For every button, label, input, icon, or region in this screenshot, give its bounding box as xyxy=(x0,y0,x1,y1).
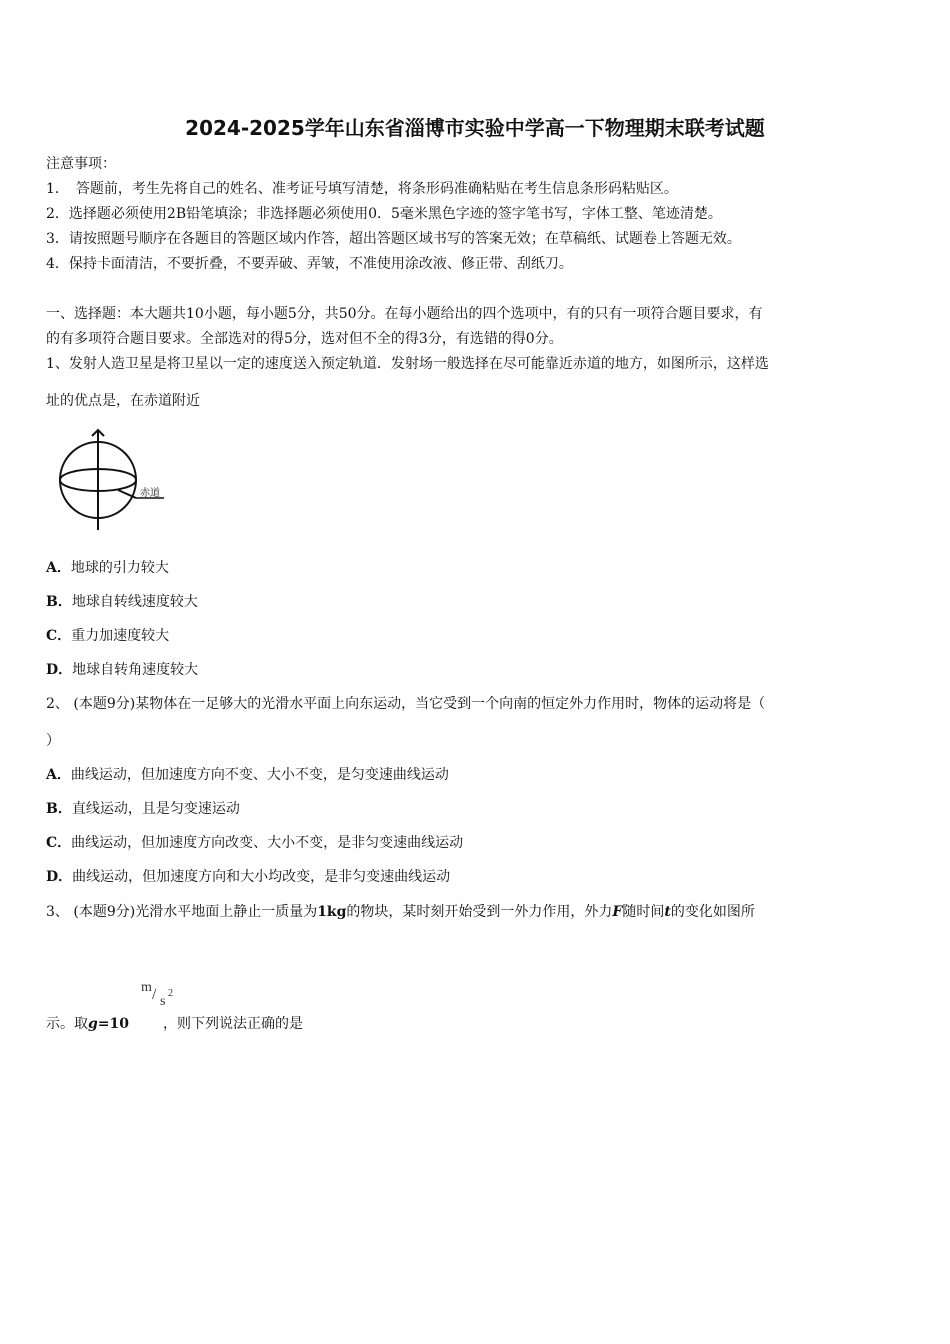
option-text: 曲线运动，但加速度方向和大小均改变，是非匀变速曲线运动 xyxy=(72,869,451,885)
q2-stem-line-1: 2、 (本题9分)某物体在一足够大的光滑水平面上向东运动，当它受到一个向南的恒定外力作用时，物体的运动将是（ xyxy=(46,696,766,712)
q1-stem-line-1: 1、发射人造卫星是将卫星以一定的速度送入预定轨道．发射场一般选择在尽可能靠近赤道的地方，如图所示，这样选 xyxy=(46,356,769,372)
q2-option-c xyxy=(46,832,463,852)
notice-item-4: 4．保持卡面清洁，不要折叠，不要弄破、弄皱，不准使用涂改液、修正带、刮纸刀。 xyxy=(46,256,573,272)
q2-option-d xyxy=(46,866,450,886)
q3-g-symbol: g xyxy=(88,1016,98,1032)
globe-equator-figure xyxy=(52,428,182,532)
unit-s: s xyxy=(160,994,166,1009)
unit-exponent: 2 xyxy=(168,988,173,999)
option-letter: D． xyxy=(46,662,73,678)
equator-label: 赤道 xyxy=(140,488,160,499)
notice-item-1: 1． 答题前，考生先将自己的姓名、准考证号填写清楚，将条形码准确粘贴在考生信息条形码粘贴区。 xyxy=(46,181,678,197)
option-letter: B． xyxy=(46,801,72,817)
q2-option-b xyxy=(46,798,240,818)
q3-time-symbol: t xyxy=(664,904,671,920)
option-letter: C． xyxy=(46,628,72,644)
q1-option-a xyxy=(46,557,169,577)
q3-stem-line-1 xyxy=(46,901,755,921)
q3-text-a: 3、 (本题9分)光滑水平地面上静止一质量为 xyxy=(46,904,318,920)
option-letter: A． xyxy=(46,560,71,576)
q2-stem-line-2: ） xyxy=(46,733,60,749)
notice-item-2: 2．选择题必须使用2B铅笔填涂；非选择题必须使用0．5毫米黑色字迹的签字笔书写，字体工整、笔迹清楚。 xyxy=(46,206,722,222)
option-text: 地球自转角速度较大 xyxy=(72,662,199,678)
q1-option-b xyxy=(46,591,198,611)
option-text: 曲线运动，但加速度方向改变、大小不变，是非匀变速曲线运动 xyxy=(71,835,464,851)
q1-stem-line-2: 址的优点是，在赤道附近 xyxy=(46,393,200,409)
option-text: 重力加速度较大 xyxy=(71,628,170,644)
q3-text-c: 的物块，某时刻开始受到一外力作用，外力 xyxy=(346,904,613,920)
notice-heading: 注意事项： xyxy=(46,156,116,172)
option-letter: A． xyxy=(46,767,71,783)
option-letter: D． xyxy=(46,869,73,885)
exam-title: 2024-2025学年山东省淄博市实验中学高一下物理期末联考试题 xyxy=(185,116,765,140)
q3-g-value: =10 xyxy=(97,1016,130,1032)
q3-text-d: 随时间 xyxy=(622,904,665,920)
unit-slash: / xyxy=(152,986,157,1003)
option-text: 直线运动，且是匀变速运动 xyxy=(71,801,240,817)
option-text: 地球的引力较大 xyxy=(70,560,169,576)
notice-item-3: 3．请按照题号顺序在各题目的答题区域内作答，超出答题区域书写的答案无效；在草稿纸、试题卷上答题无效。 xyxy=(46,231,741,247)
q1-option-d xyxy=(46,659,198,679)
q3-mass: 1kg xyxy=(317,904,347,920)
unit-m: m xyxy=(141,980,152,995)
section-intro-line-1: 一、选择题：本大题共10小题，每小题5分，共50分。在每小题给出的四个选项中，有的只有一项符合题目要求，有 xyxy=(46,306,763,322)
q3-force-symbol: F xyxy=(612,904,623,920)
option-text: 曲线运动，但加速度方向不变、大小不变，是匀变速曲线运动 xyxy=(70,767,449,783)
q3-text-question: ，则下列说法正确的是 xyxy=(163,1016,304,1032)
q3-text-take: 示。取 xyxy=(46,1016,88,1032)
option-letter: B． xyxy=(46,594,72,610)
section-intro-line-2: 的有多项符合题目要求。全部选对的得5分，选对但不全的得3分，有选错的得0分。 xyxy=(46,331,563,347)
option-text: 地球自转线速度较大 xyxy=(71,594,198,610)
q3-stem-line-2 xyxy=(46,1013,303,1033)
q3-text-e: 的变化如图所 xyxy=(670,904,755,920)
q2-option-a xyxy=(46,764,449,784)
option-letter: C． xyxy=(46,835,72,851)
q1-option-c xyxy=(46,625,169,645)
